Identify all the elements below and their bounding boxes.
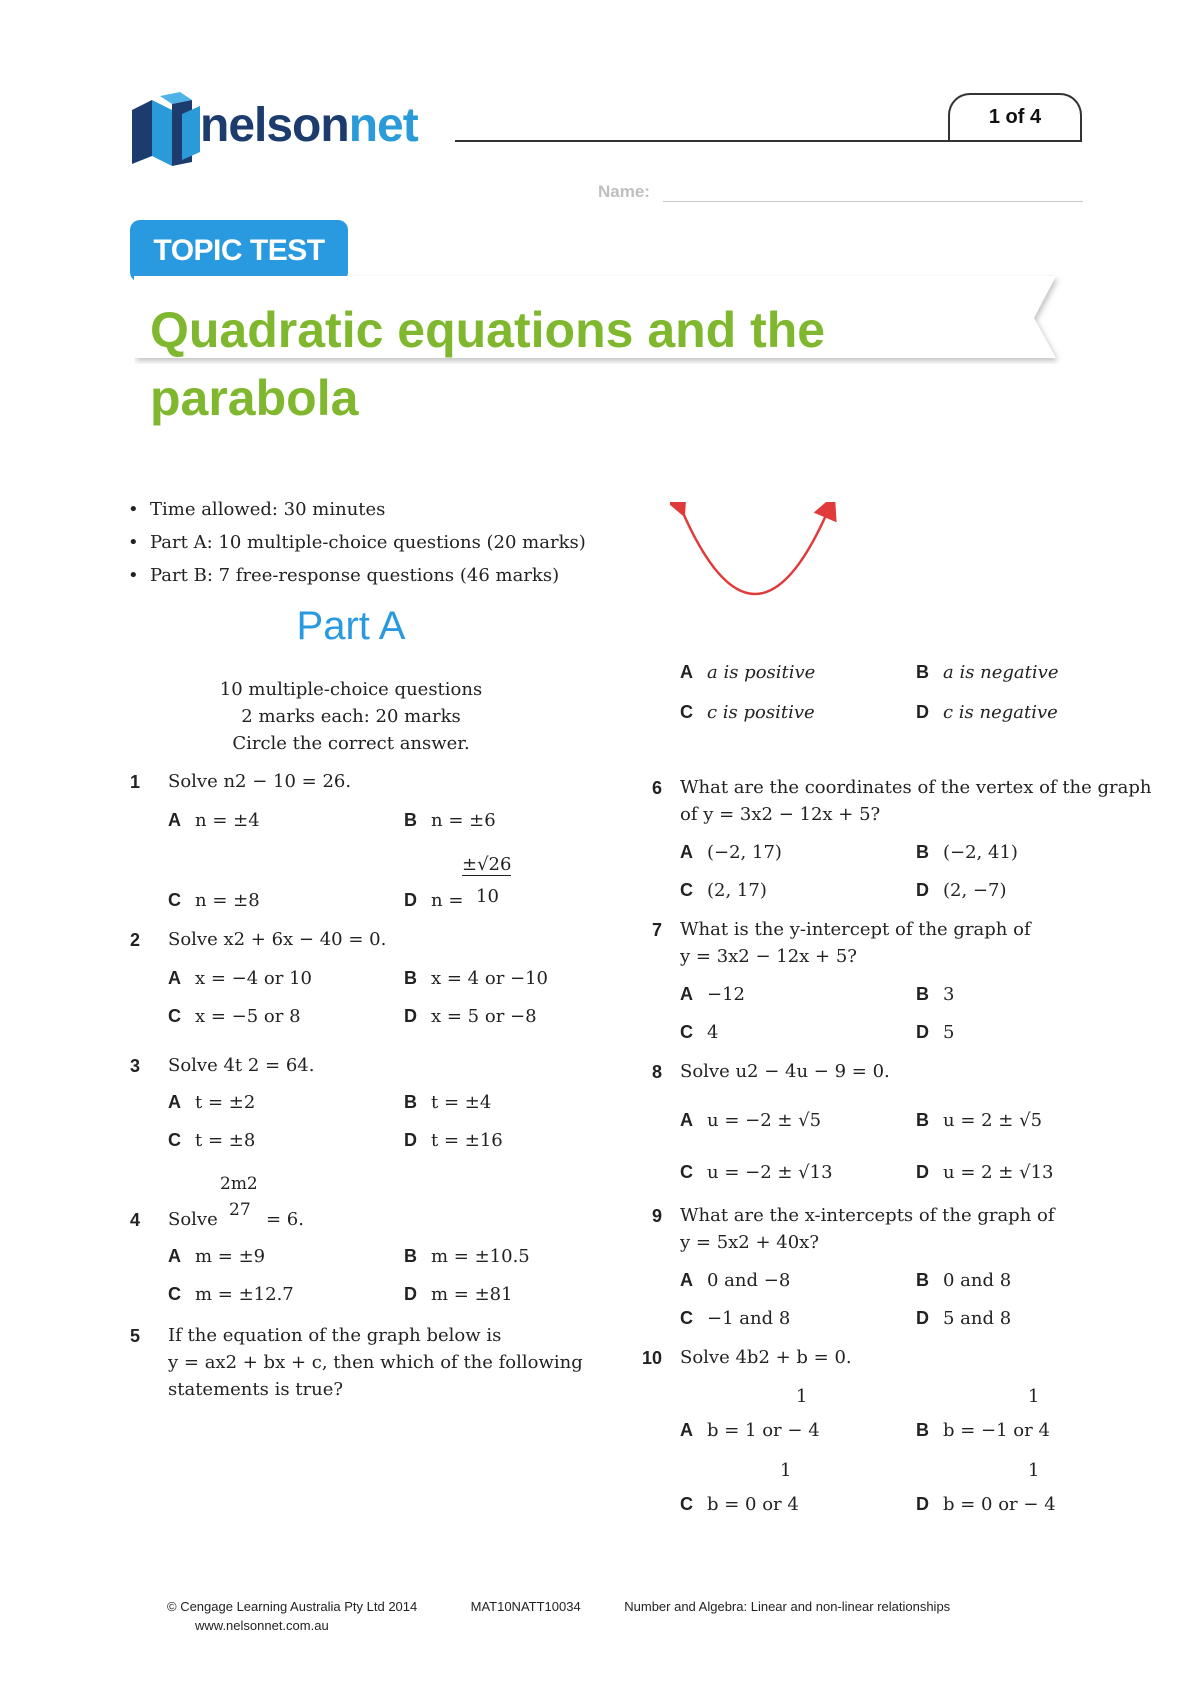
option-a[interactable]: A m = ±9: [168, 1246, 266, 1267]
option-c[interactable]: C 4: [680, 1022, 719, 1043]
option-b[interactable]: B x = 4 or −10: [404, 968, 548, 989]
question-number: 4: [130, 1210, 141, 1230]
option-b[interactable]: B (−2, 41): [916, 842, 1018, 863]
question-text: [680, 916, 1031, 970]
option-b[interactable]: B t = ±4: [404, 1092, 492, 1113]
question-text-line: y = 3x2 − 12x + 5?: [680, 946, 857, 967]
fraction-numerator: 1: [796, 1386, 808, 1407]
option-a[interactable]: A u = −2 ± √5: [680, 1110, 822, 1131]
test-info-list: [128, 493, 586, 592]
option-d[interactable]: D u = 2 ± √13: [916, 1162, 1054, 1183]
page-title: [150, 296, 1010, 432]
info-part-b: • Part B: 7 free-response questions (46 marks): [128, 559, 586, 592]
part-a-line-2: 2 marks each: 20 marks: [241, 706, 461, 727]
option-d[interactable]: D t = ±16: [404, 1130, 503, 1151]
page-footer: [167, 1597, 950, 1635]
option-b[interactable]: B b = −1 or 4: [916, 1420, 1050, 1441]
topic-test-tag: TOPIC TEST: [130, 220, 348, 282]
title-line-2: parabola: [150, 370, 359, 426]
question-text: [168, 1322, 583, 1403]
name-field-line: [663, 201, 1083, 202]
option-a[interactable]: A −12: [680, 984, 745, 1005]
option-d[interactable]: D m = ±81: [404, 1284, 513, 1305]
option-d[interactable]: D c is negative: [916, 702, 1058, 723]
question-text: Solve 4t 2 = 64.: [168, 1055, 315, 1076]
option-c[interactable]: C m = ±12.7: [168, 1284, 294, 1305]
question-number: 5: [130, 1326, 141, 1346]
question-text: [680, 774, 1152, 828]
question-text-line: What are the coordinates of the vertex of the graph: [680, 777, 1152, 798]
question-text: [680, 1202, 1055, 1256]
header-rule: [455, 140, 1082, 142]
option-d[interactable]: D 5 and 8: [916, 1308, 1012, 1329]
parabola-graph: [670, 502, 840, 662]
fraction-denominator: 27: [229, 1200, 251, 1220]
option-d[interactable]: D (2, −7): [916, 880, 1007, 901]
question-text-prefix: Solve: [168, 1209, 218, 1230]
fraction-numerator: 1: [1028, 1460, 1040, 1481]
fraction-denominator: 10: [476, 886, 499, 907]
question-number: 2: [130, 930, 141, 950]
info-time: • Time allowed: 30 minutes: [128, 493, 586, 526]
footer-strand: Number and Algebra: Linear and non-linear relationships: [624, 1599, 951, 1614]
fraction-numerator: ±√26: [462, 854, 512, 875]
part-a-heading: Part A: [296, 604, 406, 648]
option-c[interactable]: C b = 0 or 4: [680, 1494, 799, 1515]
option-a[interactable]: A x = −4 or 10: [168, 968, 312, 989]
fraction-numerator: 1: [1028, 1386, 1040, 1407]
question-text: Solve 4b2 + b = 0.: [680, 1347, 852, 1368]
option-c[interactable]: C u = −2 ± √13: [680, 1162, 833, 1183]
option-d[interactable]: D b = 0 or − 4: [916, 1494, 1056, 1515]
question-text-line: statements is true?: [168, 1379, 344, 1400]
option-c[interactable]: C t = ±8: [168, 1130, 256, 1151]
footer-copyright: © Cengage Learning Australia Pty Ltd 2014: [167, 1599, 418, 1614]
question-number: 7: [652, 920, 663, 940]
option-a[interactable]: A t = ±2: [168, 1092, 256, 1113]
question-text-suffix: = 6.: [266, 1209, 304, 1230]
question-number: 8: [652, 1062, 663, 1082]
option-c[interactable]: C −1 and 8: [680, 1308, 791, 1329]
footer-website[interactable]: www.nelsonnet.com.au: [195, 1618, 329, 1633]
option-d[interactable]: D n =: [404, 890, 464, 911]
fraction-numerator: 2m2: [220, 1174, 258, 1194]
option-a[interactable]: A b = 1 or − 4: [680, 1420, 820, 1441]
option-c[interactable]: C (2, 17): [680, 880, 767, 901]
page-indicator: 1 of 4: [948, 93, 1082, 140]
option-b[interactable]: B 3: [916, 984, 955, 1005]
question-text-line: What is the y-intercept of the graph of: [680, 919, 1031, 940]
question-number: 9: [652, 1206, 663, 1226]
title-line-1: Quadratic equations and the: [150, 302, 826, 358]
question-text: Solve x2 + 6x − 40 = 0.: [168, 929, 387, 950]
option-b[interactable]: B m = ±10.5: [404, 1246, 530, 1267]
option-d[interactable]: D 5: [916, 1022, 955, 1043]
question-text-line: y = ax2 + bx + c, then which of the following: [168, 1352, 583, 1373]
question-text-line: y = 5x2 + 40x?: [680, 1232, 819, 1253]
question-text-line: What are the x-intercepts of the graph of: [680, 1205, 1055, 1226]
footer-code: MAT10NATT10034: [470, 1599, 581, 1614]
option-c[interactable]: C c is positive: [680, 702, 815, 723]
question-number: 3: [130, 1056, 141, 1076]
question-text-line: of y = 3x2 − 12x + 5?: [680, 804, 881, 825]
part-a-instructions: [128, 676, 574, 757]
option-c[interactable]: C x = −5 or 8: [168, 1006, 301, 1027]
question-number: 10: [642, 1348, 663, 1368]
part-a-line-1: 10 multiple-choice questions: [219, 679, 483, 700]
option-d[interactable]: D x = 5 or −8: [404, 1006, 537, 1027]
option-b[interactable]: B 0 and 8: [916, 1270, 1012, 1291]
question-number: 6: [652, 778, 663, 798]
question-text: Solve n2 − 10 = 26.: [168, 771, 352, 792]
fraction-numerator: 1: [780, 1460, 792, 1481]
logo-wordmark: nelsonnet: [200, 99, 418, 152]
question-text: Solve u2 − 4u − 9 = 0.: [680, 1061, 890, 1082]
option-c[interactable]: C n = ±8: [168, 890, 260, 911]
question-number: 1: [130, 772, 141, 792]
option-a[interactable]: A 0 and −8: [680, 1270, 791, 1291]
name-label: Name:: [598, 182, 650, 201]
option-b[interactable]: B a is negative: [916, 662, 1059, 683]
part-a-line-3: Circle the correct answer.: [232, 733, 470, 754]
info-part-a: • Part A: 10 multiple-choice questions (20 marks): [128, 526, 586, 559]
option-a[interactable]: A n = ±4: [168, 810, 260, 831]
question-text-line: If the equation of the graph below is: [168, 1325, 502, 1346]
parabola-curve: [680, 506, 830, 594]
option-b[interactable]: B u = 2 ± √5: [916, 1110, 1043, 1131]
option-a[interactable]: A a is positive: [680, 662, 816, 683]
option-b[interactable]: B n = ±6: [404, 810, 496, 831]
option-a[interactable]: A (−2, 17): [680, 842, 782, 863]
